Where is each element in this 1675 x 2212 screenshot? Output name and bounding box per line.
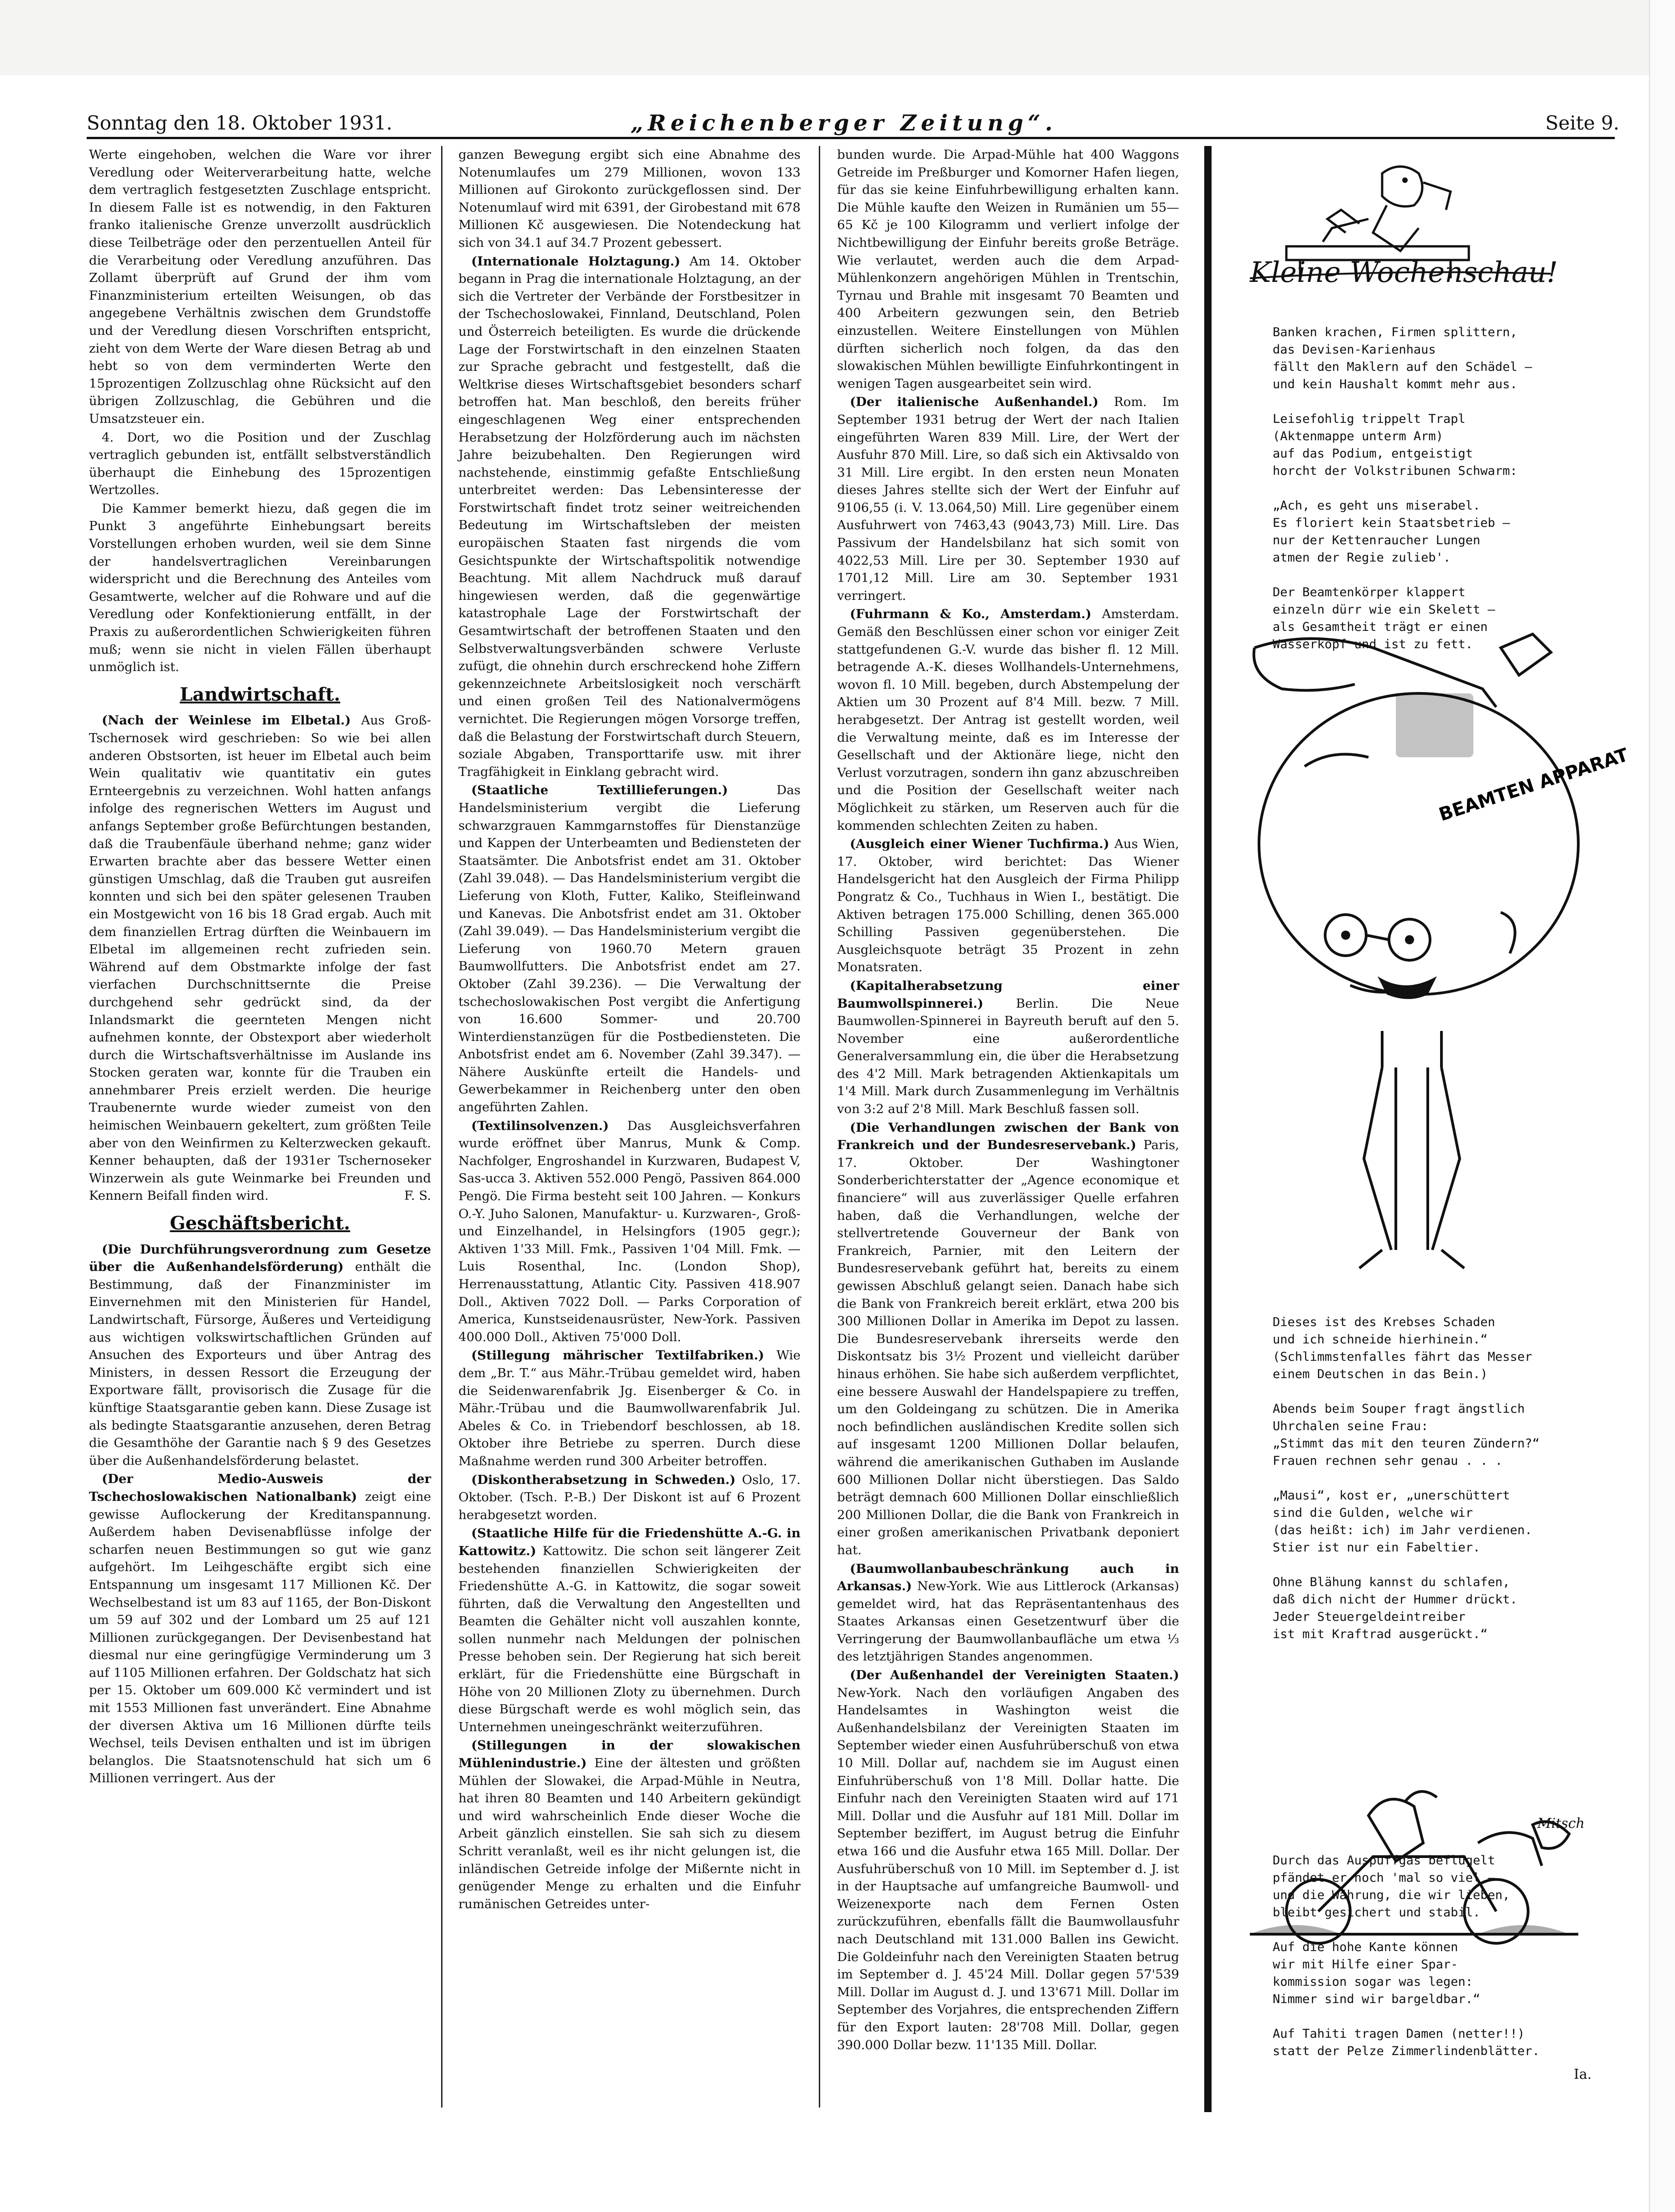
article-body: Aus Wien, 17. Oktober, wird berichtet: Das Wiener Handelsgericht hat den Ausgleich der Firma Philipp Pongratz & Co., Tuchhaus in Wien I., bestätigt. Die Aktiven betragen 175.000 Schilling, denen 365.000 Schilling Passiven gegenüberstehen. Die Ausgleichsquote beträgt 35 Prozent in zehn Monatsraten.: [837, 837, 1179, 975]
column-rule: [441, 146, 442, 2108]
article-headline: (Kapitalherabsetzung einer Baumwollspinnerei.): [837, 978, 1179, 1011]
article-body: Kattowitz. Die schon seit längerer Zeit bestehenden finanziellen Schwierigkeiten der Friedenshütte A.-G. in Kattowitz, die sogar soweit führten, daß die Verwaltung den Angestellten und Beamten die Gehälter nicht voll auszahlen konnte, sollen nunmehr nach Meldungen der polnischen Presse behoben sein. Der Regierung hat sich bereit erklärt, für die Friedenshütte eine Bürgschaft in Höhe von 20 Millionen Zloty zu übernehmen. Durch diese Bürgschaft werde es wohl möglich sein, das Unternehmen uneingeschränkt weiterzuführen.: [458, 1543, 801, 1734]
header-rule: [87, 137, 1615, 139]
page-edge: [0, 0, 1675, 75]
article-headline: (Stillegung mährischer Textilfabriken.): [471, 1348, 765, 1363]
article-headline: (Staatliche Textillieferungen.): [471, 783, 728, 798]
article-headline: (Baumwollanbaubeschränkung auch in Arkansas.): [837, 1561, 1179, 1594]
paragraph: Die Kammer bemerkt hiezu, daß gegen die im Punkt 3 angeführte Einhebungsart bereits Vorstellungen erhoben wurden, weil sie dem Sinne der handelsvertraglichen Vereinbarungen widerspricht und die Berechnung des Anteiles vom Gesamtwerte, welcher auf die Rohware und auf die Veredlung oder Konfektionierung entfällt, in der Praxis zu außerordentlichen Schwierigkeiten führen muß; wenn sie nicht in vielen Fällen überhaupt unmöglich ist.: [89, 501, 431, 675]
article-headline: (Nach der Weinlese im Elbetal.): [102, 713, 351, 728]
article-headline: (Fuhrmann & Ko., Amsterdam.): [850, 607, 1092, 622]
article-body: Oslo, 17. Oktober. (Tsch. P.-B.) Der Diskont ist auf 6 Prozent herabgesetzt worden.: [458, 1472, 801, 1522]
article-headline: (Staatliche Hilfe für die Friedenshütte A.-G. in Kattowitz.): [458, 1526, 801, 1558]
column-2: [458, 146, 801, 2108]
article-bank-frankreich: [837, 1119, 1179, 1559]
article-medio-ausweis: [89, 1470, 431, 1787]
article-headline: (Der Medio-Ausweis der Tschechoslowakischen Nationalbank): [89, 1472, 431, 1504]
paragraph: 4. Dort, wo die Position und der Zuschlag vertraglich gebunden ist, entfällt selbstverständlich überhaupt die Einhebung des 15prozentigen Wertzolles.: [89, 430, 431, 498]
section-heading-geschaeftsbericht: Geschäftsbericht.: [170, 1213, 350, 1234]
article-baumwollspinnerei: [837, 977, 1179, 1118]
column-3: [837, 146, 1179, 2108]
paragraph: bunden wurde. Die Arpad-Mühle hat 400 Waggons Getreide im Preßburger und Komorner Hafen liegen, für das sie keine Einfuhrbewilligung erhalten kann. Die Mühle kaufte den Weizen in Rumänien um 55—65 Kč je 100 Kilogramm und verliert infolge der Nichtbewilligung der Einfuhr bereits große Beträge. Wie verlautet, werden auch die dem Arpad-Mühlenkonzern angehörigen Mühlen in Trentschin, Tyrnau und Brahle mit insgesamt 70 Beamten und 400 Arbeitern gezwungen sein, den Betrieb einzustellen. Weitere Einstellungen von Mühlen dürften sicherlich noch folgen, da das den slowakischen Mühlen bewilligte Einfuhrkontingent in wenigen Tagen ausgearbeitet sein wird.: [837, 147, 1179, 391]
author-initials: F. S.: [404, 1188, 431, 1203]
article-body: Amsterdam. Gemäß den Beschlüssen einer schon vor einiger Zeit stattgefundenen G.-V. wurde das bisher fl. 12 Mill. betragende A.-K. dieses Wollhandels-Unternehmens, wovon fl. 10 Mill. begeben, durch Abstempelung der Aktien um 30 Prozent auf 8'4 Mill. bezw. 7 Mill. herabgesetzt. Der Antrag ist gestellt worden, weil die Verwaltung meinte, daß es im Interesse der Gesellschaft und der Aktionäre liege, nicht den Verlust vorzutragen, sondern ihn ganz abzuschreiben und die Position der Gesellschaft weiter nach Möglichkeit zu stärken, um Reserven auch für die kommenden schlechten Zeiten zu haben.: [837, 607, 1179, 833]
column-rule: [819, 146, 820, 2108]
issue-date: Sonntag den 18. Oktober 1931.: [87, 112, 393, 134]
poem-stanzas-1: Banken krachen, Firmen splittern, das Devisen-Karienhaus fällt den Maklern auf den Schädel — und kein Haushalt kommt mehr aus. Leisefohlig trippelt Trapl (Aktenmappe unterm Arm) auf das Podium, entgeistigt horcht der Volkstribunen Schwarm: „Ach, es geht uns miserabel. Es floriert kein Staatsbetrieb — nur der Kettenraucher Lungen atmen der Regie zulieb'. Der Beamtenkörper klappert einzeln dürr wie ein Skelett — als Gesamtheit trägt er einen Wasserkopf und ist zu fett.: [1273, 325, 1532, 651]
column-1: [89, 146, 431, 2108]
article-arkansas: [837, 1560, 1179, 1666]
article-headline: (Internationale Holztagung.): [471, 254, 681, 269]
article-textilinsolvenzen: [458, 1117, 801, 1346]
article-holztagung: [458, 253, 801, 781]
article-body: New-York. Wie aus Littlerock (Arkansas) gemeldet wird, hat das Repräsentantenhaus des Staates Arkansas einen Gesetzentwurf über die Verringerung der Baumwollanbaufläche um etwa ⅓ des letztjährigen Standes angenommen.: [837, 1579, 1179, 1664]
article-headline: (Ausgleich einer Wiener Tuchfirma.): [850, 837, 1109, 852]
article-body: Das Handelsministerium vergibt die Lieferung schwarzgrauen Kammgarnstoffes für Dienstanzüge und Kappen der Unterbeamten und Bediensteten der Staatsämter. Die Anbotsfrist endet am 31. Oktober (Zahl 39.048). — Das Handelsministerium vergibt die Lieferung von Kloth, Futter, Kaliko, Steifleinwand und Kanevas. Die Anbotsfrist endet am 31. Oktober (Zahl 39.049). — Das Handelsministerium vergibt die Lieferung von 1960.70 Metern grauen Baumwollfutters. Die Anbotsfrist endet am 27. Oktober (Zahl 39.236). — Die Verwaltung der tschechoslowakischen Post vergibt die Anfertigung von 16.600 Sommer- und 20.700 Winterdienstanzügen für die Postbediensteten. Die Anbotsfrist endet am 6. November (Zahl 39.347). — Nähere Auskünfte erteilt die Handels- und Gewerbekammer in Reichenberg unter den oben angeführten Zahlen.: [458, 783, 801, 1115]
article-usa-aussenhandel: [837, 1666, 1179, 2054]
article-body: Rom. Im September 1931 betrug der Wert der nach Italien eingeführten Waren 839 Mill. Lire, der Wert der Ausfuhr 870 Mill. Lire, so daß sich ein Aktivsaldo von 31 Mill. Lire ergibt. In den ersten neun Monaten dieses Jahres stellte sich der Wert der Einfuhr auf 9106,55 (i. V. 13.064,50) Mill. Lire gegenüber einem Ausfuhrwert von 7463,43 (9043,73) Mill. Lire. Das Passivum der Handelsbilanz hat sich somit von 4022,53 Mill. Lire per 30. September 1930 auf 1701,12 Mill. Lire am 30. September 1931 verringert.: [837, 395, 1179, 603]
article-body: enthält die Bestimmung, daß der Finanzminister im Einvernehmen mit den Ministerien für Handel, Landwirtschaft, Fürsorge, Äußeres und Verteidigung aus wichtigen volkswirtschaftlichen Gründen auf Ansuchen des Exporteurs und über Antrag des Ministers, in dessen Ressort die Erzeugung der Exportware fällt, provisorisch die Zusage für die künftige Staatsgarantie geben kann. Diese Zusage ist als bedingte Staatsgarantie anzusehen, deren Betrag die Gesamthöhe der Garantie nach § 9 des Gesetzes über die Außenhandelsförderung belastet.: [89, 1260, 431, 1468]
section-heading-landwirtschaft: Landwirtschaft.: [180, 683, 340, 705]
article-headline: (Die Verhandlungen zwischen der Bank von Frankreich und der Bundesreservebank.): [837, 1120, 1179, 1153]
paragraph: ganzen Bewegung ergibt sich eine Abnahme des Notenumlaufes um 279 Millionen, wovon 133 Millionen auf Girokonto zurückgeflossen sind. Der Notenumlauf wird mit 6391, der Girobestand mit 678 Millionen Kč ausgewiesen. Die Notendeckung hat sich von 34.1 auf 34.7 Prozent gebessert.: [458, 147, 801, 250]
page-number: Seite 9.: [1545, 112, 1619, 134]
title-underline-flourish: [1241, 228, 1560, 283]
article-body: New-York. Nach den vorläufigen Angaben des Handelsamtes in Washington weist die Außenhandelsbilanz der Vereinigten Staaten im September wieder einen Ausfuhrüberschuß von etwa 10 Mill. Dollar auf, nachdem sie im August einen Einfuhrüberschuß von 1'8 Mill. Dollar hatte. Die Einfuhr nach den Vereinigten Staaten wird auf 171 Mill. Dollar und die Ausfuhr auf 181 Mill. Dollar im September beziffert, im August betrug die Einfuhr etwa 166 und die Ausfuhr etwa 165 Mill. Dollar. Der Ausfuhrüberschuß von 10 Mill. im September d. J. ist in der Hauptsache auf umfangreiche Baumwoll- und Weizenexporte nach dem Fernen Osten zurückzuführen, ebenfalls fällt die Baumwollausfuhr nach Deutschland mit 131.000 Ballen ins Gewicht. Die Goldeinfuhr nach den Vereinigten Staaten betrug im September d. J. 45'24 Mill. Dollar gegen 57'539 Mill. Dollar im August d. J. und 13'671 Mill. Dollar im September des Vorjahres, die entsprechenden Ziffern für den Export lauten: 28'708 Mill. Dollar, gegen 390.000 Dollar bezw. 11'135 Mill. Dollar.: [837, 1685, 1179, 2052]
beamtenapparat-cartoon: [1245, 630, 1631, 1282]
article-friedenshuette: [458, 1525, 801, 1736]
poem-stanzas-2: Dieses ist des Krebses Schaden und ich schneide hierhinein.“ (Schlimmstenfalles fährt das Messer einem Deutschen in das Bein.) Abends beim Souper fragt ängstlich Uhrchalen seine Frau: „Stimmt das mit den teuren Zündern?“ Frauen rechnen sehr genau . . . „Mausi“, kost er, „unerschüttert sind die Gulden, welche wir (das heißt: ich) im Jahr verdienen. Stier ist nur ein Fabeltier. Ohne Blähung kannst du schlafen, daß dich nicht der Hummer drückt. Jeder Steuergeldeintreiber ist mit Kraftrad ausgerückt.“: [1273, 1315, 1540, 1641]
article-headline: (Der Außenhandel der Vereinigten Staaten.): [850, 1668, 1179, 1683]
cartoon-caption-label: BEAMTEN APPARAT: [1436, 744, 1631, 826]
article-body: Eine der ältesten und größten Mühlen der Slowakei, die Arpad-Mühle in Neutra, hat ihren 80 Beamten und 140 Arbeitern gekündigt und wird wahrscheinlich Ende dieser Woche die Arbeit gänzlich einstellen. Sie sah sich zu diesem Schritt veranlaßt, weil es ihr nicht gelungen ist, die inländischen Getreide infolge der Mißernte nicht in genügender Menge zu erhalten und die Einfuhr rumänischen Getreides unter-: [458, 1756, 801, 1911]
page-edge-right: [1649, 0, 1675, 2212]
article-wiener-tuchfirma: [837, 835, 1179, 976]
article-aussenhandelsfoerderung: [89, 1241, 431, 1470]
article-headline: (Textilinsolvenzen.): [471, 1118, 609, 1133]
article-headline: (Diskontherabsetzung in Schweden.): [471, 1472, 736, 1487]
article-headline: (Der italienische Außenhandel.): [850, 395, 1099, 410]
article-fuhrmann: [837, 605, 1179, 834]
article-stillegung-textil: [458, 1347, 801, 1470]
newspaper-title: „Reichenberger Zeitung“.: [630, 110, 1057, 136]
illustrator-signature: Mitsch: [1537, 1816, 1585, 1832]
article-body: zeigt eine gewisse Auflockerung der Kreditanspannung. Außerdem haben Devisenabflüsse infolge der scharfen neuen Bestimmungen so gut wie ganz aufgehört. Im Leihgeschäfte ergibt sich eine Entspannung um insgesamt 117 Millionen Kč. Der Wechselbestand ist um 83 auf 1165, der Bon-Diskont um 59 auf 302 und der Lombard um 25 auf 121 Millionen zurückgegangen. Der Devisenbestand hat diesmal nur eine geringfügige Verminderung um 3 auf 1105 Millionen erfahren. Der Goldschatz hat sich per 15. Oktober um 609.000 Kč vermindert und ist mit 1553 Millionen fast unverändert. Eine Abnahme der diversen Aktiva um 16 Millionen dürfte teils Wechsel, teils Devisen enthalten und ist im übrigen belanglos. Die Staatsnotenschuld hat sich um 6 Millionen verringert. Aus der: [89, 1489, 431, 1786]
article-weinlese: [89, 712, 431, 1205]
article-diskont-schweden: [458, 1471, 801, 1524]
paragraph: Werte eingehoben, welchen die Ware vor ihrer Veredlung oder Weiterverarbeitung hatte, welche dem vertraglich festgesetzten Zuschlage entspricht. In diesem Falle ist es notwendig, in den Fakturen franko italienische Grenze unverzollt ausdrücklich diese Teilbeträge oder den perzentuellen Anteil für die Verarbeitung oder Veredlung anzuführen. Das Zollamt überprüft auf Grund der ihm vom Finanzministerium erteilten Weisungen, ob das angegebene Verhältnis zwischen dem Grundstoffe und der Veredlung diesen Vorschriften entspricht, zieht von dem Werte der Ware diesen Betrag ab und hebt so von dem verminderten Werte den 15prozentigen Zollzuschlag ohne Rücksicht auf den übrigen Zollzuschlag, die Gebühren und die Umsatzsteuer ein.: [89, 147, 431, 426]
article-body: Wie dem „Br. T.“ aus Mähr.-Trübau gemeldet wird, haben die Seidenwarenfabrik Jg. Eisenberger & Co. in Mähr.-Trübau und die Baumwollwarenfabrik Jul. Abeles & Co. in Triebendorf beschlossen, ab 18. Oktober ihre Betriebe zu sperren. Durch diese Maßnahme werden rund 300 Arbeiter betroffen.: [458, 1348, 801, 1468]
article-italien-aussenhandel: [837, 393, 1179, 604]
poem-stanzas-3: Durch das Auspuffgas beflügelt pfändet er noch 'mal so viel — und die Währung, die wir lieben, bleibt gesichert und stabil. Auf die hohe Kante können wir mit Hilfe einer Spar- kommission sogar was legen: Nimmer sind wir bargeldbar.“ Auf Tahiti tragen Damen (netter!!) statt der Pelze Zimmerlindenblätter.: [1273, 1853, 1540, 2058]
sidebar-title: Kleine Wochenschau!: [1250, 255, 1558, 289]
article-body: Berlin. Die Neue Baumwollen-Spinnerei in Bayreuth beruft auf den 5. November eine außerordentliche Generalversammlung ein, die über die Herabsetzung des 4'2 Mill. Mark betragenden Aktienkapitals um 1'4 Mill. Mark durch Zusammenlegung im Verhältnis von 3:2 auf 2'8 Mill. Mark Beschluß fassen soll.: [837, 996, 1179, 1117]
article-muehlenindustrie: [458, 1737, 801, 1913]
author-signature: Ia.: [1574, 2066, 1592, 2082]
article-body: Das Ausgleichsverfahren wurde eröffnet über Manrus, Munk & Comp. Nachfolger, Engroshandel in Kurzwaren, Budapest V, Sas-ucca 3. Aktiven 552.000 Pengö, Passiven 864.000 Pengö. Die Firma besteht seit 100 Jahren. — Konkurs O.-Y. Juho Salonen, Manufaktur- u. Kurzwaren-, Groß- und Einzelhandel, in Helsingfors (1905 gegr.); Aktiven 1'33 Mill. Fmk., Passiven 1'04 Mill. Fmk. — Luis Rosenthal, Inc. (London Shop), Herrenausstattung, Atlantic City. Passiven 418.907 Doll., Aktiven 7022 Doll. — Parks Corporation of America, Kunstseidenausrüster, New-York. Passiven 400.000 Doll., Aktiven 75'000 Doll.: [458, 1118, 801, 1344]
article-body: Paris, 17. Oktober. Der Washingtoner Sonderberichterstatter der „Agence economique et financiere“ will aus zuverlässiger Quelle erfahren haben, daß die Verhandlungen, welche der stellvertretende Gouverneur der Bank von Frankreich, Parnier, mit den Leitern der Bundesreservebank geführt hat, bereits zu einem gewissen Abschluß gelangt seien. Danach habe sich die Bank von Frankreich bereit erklärt, etwa 200 bis 300 Millionen Dollar in Amerika im Depot zu lassen. Die Bundesreservebank ihrerseits werde den Diskontsatz bis 3½ Prozent und vielleicht darüber hinaus erhöhen. Sie habe sich außerdem verpflichtet, eine bessere Auswahl der Handelspapiere zu treffen, um den Goldeingang zu schützen. Die in Amerika noch befindlichen ausländischen Kredite sollen sich auf insgesamt 1200 Millionen Dollar belaufen, während die amerikanischen Guthaben im Auslande 600 Millionen Dollar nicht überstiegen. Das Saldo beträgt demnach 600 Millionen Dollar einschließlich 200 Millionen Dollar, die die Bank von Frankreich in einer großen amerikanischen Privatbank deponiert hat.: [837, 1138, 1180, 1557]
column-rule-thick: [1204, 146, 1212, 2112]
article-body: Aus Groß-Tschernosek wird geschrieben: So wie bei allen anderen Obstsorten, ist heuer im Elbetal auch beim Wein qualitativ wie quantitativ ein gutes Ernteergebnis zu verzeichnen. Wohl hatten anfangs infolge des regnerischen Wetters im August und anfangs September große Befürchtungen bestanden, daß die Traubenfäule überhand nehme; ganz wider Erwarten brachte aber das bessere Wetter einen günstigen Umschlag, daß die Trauben gut ausreifen konnten und sich bei den später gelesenen Trauben ein Mostgewicht von 16 bis 18 Grad ergab. Auch mit dem finanziellen Ertrag dürften die Weinbauern im Elbetal im allgemeinen recht zufrieden sein. Während auf dem Obstmarkte infolge der fast vierfachen Durchschnittsernte die Preise durchgehend sehr gedrückt sind, da der Inlandsmarkt die geernteten Mengen nicht aufnehmen konnte, der Obstexport aber wiederholt durch die Wirtschaftsverhältnisse im Auslande ins Stocken geraten war, konnte für die Trauben ein annehmbarer Preis erzielt werden. Die heurige Traubenernte wurde wieder zumeist von den heimischen Weinbauern gekeltert, zum größten Teile aber von den Weinfirmen zu Kelterzwecken gekauft. Kenner behaupten, daß der 1931er Tschernoseker Winzerwein als gute Weinmarke bei Freunden und Kennern Beifall finden wird.: [89, 713, 431, 1203]
article-headline: (Stillegungen in der slowakischen Mühlenindustrie.): [458, 1738, 801, 1771]
article-textillieferungen: [458, 781, 801, 1116]
article-headline: (Die Durchführungsverordnung zum Gesetze über die Außenhandelsförderung): [89, 1242, 431, 1275]
article-body: Am 14. Oktober begann in Prag die internationale Holztagung, an der sich die Vertreter der Verbände der Forstbesitzer in der Tschechoslowakei, Finnland, Deutschland, Polen und Österreich beteiligten. Es wurde die drückende Lage der Forstwirtschaft in den einzelnen Staaten zur Sprache gebracht und festgestellt, daß die Weltkrise dieses Wirtschaftsgebiet besonders scharf betroffen hat. Man beschloß, den bereits früher eingeschlagenen Weg einer entsprechenden Herabsetzung der Holzförderung auch im nächsten Jahre beizubehalten. Den Regierungen wird nachstehende, einstimmig gefaßte Entschließung unterbreitet werden: Das Lebensinteresse der Forstwirtschaft findet trotz seiner weitreichenden Bedeutung im Wirtschaftsleben der meisten europäischen Staaten fast nirgends die vom Gesichtspunkte der Wirtschaftspolitik notwendige Beachtung. Mit allem Nachdruck muß darauf hingewiesen werden, daß die gegenwärtige katastrophale Lage der Forstwirtschaft der Gesamtwirtschaft der betroffenen Staaten und den Selbstverwaltungsverbänden schwere Verluste zufügt, die ohnehin durch erschreckend hohe Ziffern gekennzeichnete Arbeitslosigkeit noch verschärft und einen großen Teil des Nationalvermögens vernichtet. Die Regierungen mögen Vorsorge treffen, daß die Belastung der Forstwirtschaft durch Steuern, soziale Abgaben, Transporttarife usw. mit ihrer Tragfähigkeit in Einklang gebracht wird.: [458, 254, 801, 779]
